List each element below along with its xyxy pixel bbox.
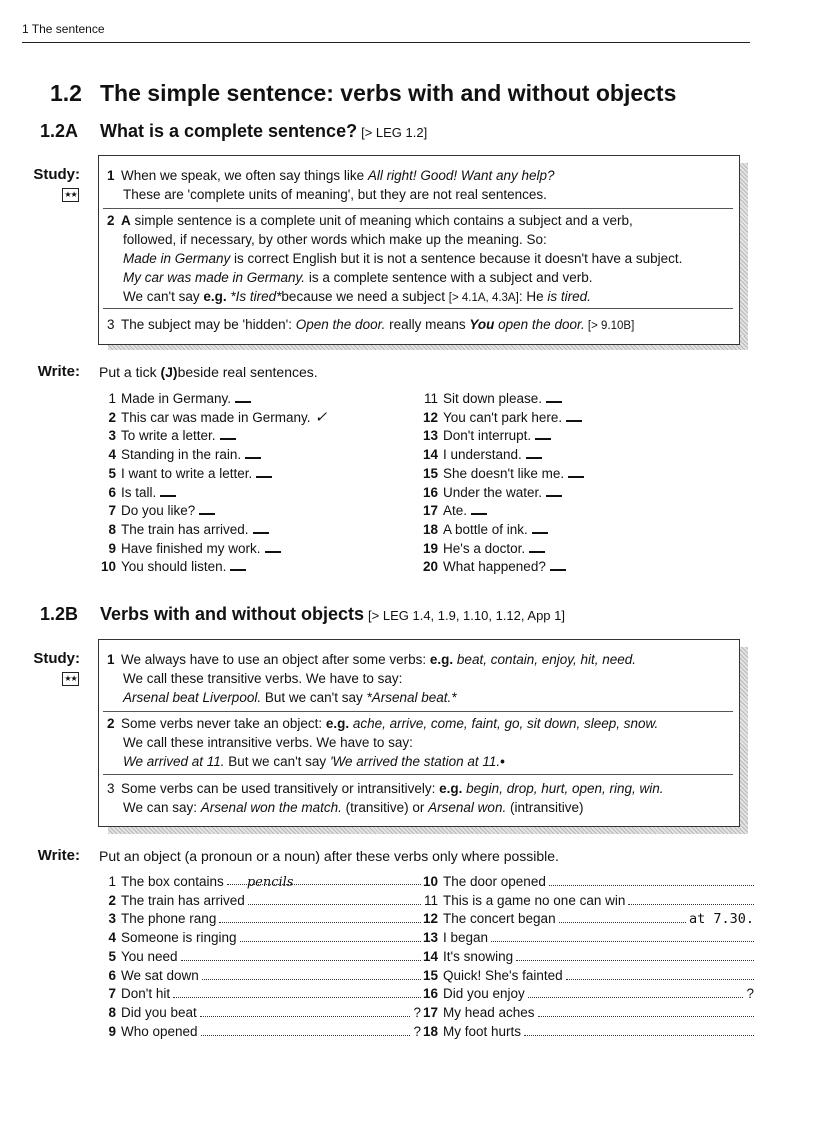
point-example: open the door.	[494, 317, 585, 332]
exercise-item	[96, 389, 251, 409]
item-text: What happened?	[443, 559, 546, 575]
item-number: 1	[108, 874, 116, 889]
answer-blank[interactable]	[550, 557, 566, 571]
answer-blank[interactable]	[253, 520, 269, 534]
point-example: beat, contain, enjoy, hit, need.	[453, 652, 637, 667]
point-number: 2	[107, 213, 115, 228]
item-text: I understand.	[443, 447, 522, 463]
cross-reference: [> 4.1A, 4.3A]	[448, 292, 519, 304]
subsection-b-title	[100, 604, 565, 625]
subsection-b-number: 1.2B	[40, 604, 79, 624]
item-number: 11	[423, 391, 438, 406]
item-text: Standing in the rain.	[121, 447, 242, 463]
item-text: You should listen.	[121, 559, 227, 575]
item-text: Don't hit	[121, 986, 171, 1002]
exercise-item	[96, 426, 236, 446]
divider	[103, 774, 733, 775]
item-text: Sit down please.	[443, 391, 543, 406]
divider	[103, 308, 733, 309]
point-text: is correct English but it is not a sentence because it doesn't have a subject.	[230, 251, 683, 266]
exercise-item	[96, 408, 327, 428]
star-rating-icon: ★★	[62, 672, 79, 686]
point-example: ache, arrive, come, faint, go, sit down, sleep, snow.	[349, 716, 659, 731]
point-example: Open the door.	[295, 317, 386, 332]
item-number: 10	[100, 559, 116, 575]
item-number: 17	[422, 1004, 438, 1020]
study-a-point-3	[107, 315, 737, 336]
study-b-box	[98, 639, 740, 827]
item-number: 8	[108, 521, 116, 537]
answer-blank[interactable]	[546, 389, 562, 403]
subsection-a-title-text: What is a complete sentence?	[100, 121, 358, 141]
item-text: I want to write a letter.	[121, 465, 253, 481]
item-text: You can't park here.	[443, 409, 563, 425]
exercise-item	[418, 389, 562, 409]
item-text: A bottle of ink.	[443, 521, 528, 537]
answer-blank[interactable]	[568, 464, 584, 478]
item-number: 3	[108, 428, 116, 444]
tick-symbol: (J)	[160, 364, 178, 380]
point-text: We can say:	[123, 800, 201, 815]
point-example: Arsenal won the match.	[200, 800, 342, 815]
item-number: 4	[108, 930, 116, 946]
handwritten-answer: pencils	[246, 875, 294, 890]
answer-line[interactable]	[240, 930, 421, 942]
item-text: My head aches	[443, 1004, 535, 1020]
item-text: It's snowing	[443, 948, 514, 964]
exercise-item	[96, 1004, 421, 1023]
answer-line[interactable]	[219, 911, 421, 923]
point-text: is a complete sentence with a subject and verb.	[305, 270, 593, 285]
divider	[103, 711, 733, 712]
exercise-item	[96, 445, 261, 465]
point-bold: e.g.	[325, 716, 350, 731]
item-text: Who opened	[121, 1023, 198, 1039]
answer-line[interactable]	[200, 1005, 411, 1017]
instruction-text: beside real sentences.	[177, 364, 318, 380]
exercise-item	[96, 464, 272, 484]
exercise-item	[96, 483, 176, 503]
answer-line[interactable]	[538, 1005, 754, 1017]
point-example: begin, drop, hurt, open, ring, win.	[462, 781, 664, 796]
item-text: Ate.	[443, 503, 468, 519]
running-header: 1 The sentence	[22, 22, 105, 36]
answer-line[interactable]	[202, 968, 421, 980]
exercise-item	[418, 948, 754, 967]
item-number: 13	[422, 428, 438, 444]
item-number: 18	[422, 1023, 438, 1039]
item-number: 6	[108, 967, 116, 983]
exercise-item	[418, 501, 487, 521]
item-text: You need	[121, 948, 178, 964]
item-number: 2	[108, 892, 116, 908]
item-text: Someone is ringing	[121, 930, 237, 946]
answer-line[interactable]	[549, 874, 754, 886]
item-number: 8	[108, 1004, 116, 1020]
tick-answer: ✓	[314, 407, 328, 426]
point-example: 'We arrived the station at 11.	[329, 754, 501, 769]
point-text: When we speak, we often say things like	[121, 168, 368, 183]
study-a-point-1	[107, 166, 737, 204]
subsection-b-ref: [> LEG 1.4, 1.9, 1.10, 1.12, App 1]	[368, 608, 565, 623]
answer-line[interactable]	[628, 893, 754, 905]
exercise-item	[418, 1023, 754, 1042]
exercise-item	[96, 910, 421, 929]
item-number: 3	[108, 911, 116, 927]
subsection-a-number: 1.2A	[40, 121, 79, 141]
subsection-b-title-text: Verbs with and without objects	[100, 604, 365, 624]
point-text: We call these intransitive verbs. We have to say:	[123, 735, 413, 750]
item-number: 18	[422, 521, 438, 537]
item-text: Did you enjoy	[443, 986, 525, 1002]
item-text: The concert began	[443, 911, 556, 927]
item-number: 11	[423, 892, 438, 908]
answer-line[interactable]	[516, 949, 754, 961]
exercise-item	[418, 520, 548, 540]
answer-blank[interactable]	[526, 445, 542, 459]
item-text: Don't interrupt.	[443, 428, 532, 444]
answer-line[interactable]	[524, 1024, 754, 1036]
item-ending: ?	[746, 986, 754, 1002]
item-number: 7	[108, 503, 116, 519]
exercise-item	[418, 464, 584, 484]
answer-blank[interactable]	[160, 483, 176, 497]
study-a-label: Study:	[33, 166, 80, 183]
answer-line[interactable]	[559, 911, 686, 923]
divider	[103, 208, 733, 209]
write-a-label: Write:	[37, 363, 80, 380]
point-example: We arrived at 11.	[123, 754, 225, 769]
item-text: My foot hurts	[443, 1023, 522, 1039]
point-example: Arsenal beat Liverpool.	[123, 690, 262, 705]
point-number: 2	[107, 716, 115, 731]
header-rule	[22, 42, 750, 43]
exercise-item	[96, 501, 215, 521]
exercise-item	[96, 1023, 421, 1042]
cross-reference: [> 9.10B]	[584, 320, 635, 332]
point-bold: A	[121, 213, 131, 228]
item-number: 19	[422, 540, 438, 556]
item-text: Quick! She's fainted	[443, 967, 563, 983]
point-number: 1	[107, 652, 115, 667]
write-b-label: Write:	[37, 847, 80, 864]
point-example: My car was made in Germany.	[123, 270, 306, 285]
section-number: 1.2	[50, 80, 82, 106]
exercise-item	[418, 539, 545, 559]
section-title: The simple sentence: verbs with and without objects	[100, 80, 677, 106]
point-example: Arsenal won.	[428, 800, 507, 815]
item-number: 13	[422, 930, 438, 946]
item-text: I began	[443, 930, 489, 946]
point-bold: You	[469, 317, 495, 332]
item-number: 15	[422, 967, 438, 983]
exercise-item	[418, 408, 582, 428]
study-b-point-2	[107, 714, 737, 771]
point-number: 3	[107, 317, 115, 332]
item-text: Do you like?	[121, 503, 196, 519]
item-number: 7	[108, 986, 116, 1002]
item-number: 9	[108, 540, 116, 556]
point-example: All right! Good! Want any help?	[367, 168, 555, 183]
point-number: 1	[107, 168, 115, 183]
item-text: To write a letter.	[121, 428, 216, 444]
answer-blank[interactable]	[546, 483, 562, 497]
item-text: The train has arrived	[121, 892, 245, 908]
answer-line[interactable]	[173, 986, 421, 998]
item-number: 16	[422, 484, 438, 500]
item-number: 20	[422, 559, 438, 575]
answer-blank[interactable]	[535, 426, 551, 440]
exercise-item	[96, 948, 421, 967]
item-number: 16	[422, 986, 438, 1002]
exercise-item	[96, 929, 421, 948]
item-number: 17	[422, 503, 438, 519]
item-number: 2	[108, 409, 116, 425]
point-text: But we can't say	[261, 690, 367, 705]
point-text: simple sentence is a complete unit of meaning which contains a subject and a verb,	[130, 213, 633, 228]
exercise-item	[96, 557, 246, 577]
answer-blank[interactable]	[230, 557, 246, 571]
instruction-text: Put a tick	[99, 364, 161, 380]
answer-blank[interactable]	[532, 520, 548, 534]
answer-blank[interactable]	[265, 539, 281, 553]
answer-line[interactable]	[201, 1024, 411, 1036]
item-number: 12	[422, 409, 438, 425]
item-number: 9	[108, 1023, 116, 1039]
answer-blank[interactable]	[220, 426, 236, 440]
item-text: She doesn't like me.	[443, 465, 565, 481]
study-b-point-1	[107, 650, 737, 707]
item-ending: ?	[413, 1004, 421, 1020]
answer-line[interactable]	[248, 893, 421, 905]
exercise-item	[418, 985, 754, 1004]
item-number: 4	[108, 447, 116, 463]
study-a-box	[98, 155, 740, 345]
point-text: (transitive) or	[341, 800, 429, 815]
answer-blank[interactable]	[199, 501, 215, 515]
subsection-a-ref: [> LEG 1.2]	[361, 125, 428, 140]
item-number: 14	[422, 948, 438, 964]
item-ending: ?	[413, 1023, 421, 1039]
point-text: The subject may be 'hidden':	[121, 317, 296, 332]
exercise-item	[418, 1004, 754, 1023]
point-example: *Arsenal beat.*	[366, 690, 457, 705]
item-text: The phone rang	[121, 911, 217, 927]
point-text: We can't say	[123, 289, 204, 304]
exercise-item	[418, 929, 754, 948]
exercise-item	[418, 426, 551, 446]
answer-line[interactable]	[528, 986, 744, 998]
star-rating-icon: ★★	[62, 188, 79, 202]
item-text: Is tall.	[121, 484, 157, 500]
write-b-instruction: Put an object (a pronoun or a noun) after these verbs only where possible.	[99, 848, 559, 864]
exercise-item	[418, 892, 754, 911]
item-number: 5	[108, 948, 116, 964]
exercise-item	[418, 557, 566, 577]
study-b-point-3	[107, 779, 737, 817]
study-a-point-2	[107, 211, 737, 308]
item-text: Made in Germany.	[121, 391, 232, 406]
point-example: *Is tired*	[226, 289, 282, 304]
item-ending: at 7.30.	[688, 911, 754, 928]
exercise-item	[418, 483, 562, 503]
exercise-item	[418, 967, 754, 986]
point-text: because we need a subject	[281, 289, 449, 304]
point-text: Some verbs can be used transitively or intransitively:	[121, 781, 440, 796]
point-text: followed, if necessary, by other words which make up the meaning. So:	[123, 232, 547, 247]
point-bold: e.g.	[203, 289, 227, 304]
item-text: Under the water.	[443, 484, 543, 500]
item-text: We sat down	[121, 967, 199, 983]
answer-line[interactable]	[227, 873, 421, 890]
point-text: We always have to use an object after some verbs:	[121, 652, 430, 667]
answer-blank[interactable]	[566, 408, 582, 422]
item-number: 14	[422, 447, 438, 463]
point-text: really means	[385, 317, 470, 332]
item-number: 12	[422, 911, 438, 927]
item-number: 5	[108, 465, 116, 481]
point-text: But we can't say	[224, 754, 330, 769]
exercise-item	[418, 873, 754, 892]
point-text: We call these transitive verbs. We have to say:	[123, 671, 403, 686]
exercise-item	[418, 910, 754, 929]
exercise-item	[96, 873, 421, 892]
exercise-item	[96, 967, 421, 986]
answer-line[interactable]	[491, 930, 754, 942]
item-number: 10	[422, 874, 438, 889]
answer-blank[interactable]	[245, 445, 261, 459]
item-text: This is a game no one can win	[443, 892, 626, 908]
item-text: The box contains	[121, 874, 224, 889]
answer-line[interactable]	[566, 968, 754, 980]
point-bold: e.g.	[429, 652, 454, 667]
item-text: He's a doctor.	[443, 540, 526, 556]
write-a-instruction	[99, 364, 318, 380]
point-text: Some verbs never take an object:	[121, 716, 326, 731]
answer-blank[interactable]	[529, 539, 545, 553]
item-text: This car was made in Germany.	[121, 409, 311, 425]
item-text: The train has arrived.	[121, 521, 249, 537]
point-number: 3	[107, 781, 115, 796]
item-number: 15	[422, 465, 438, 481]
answer-blank[interactable]	[471, 501, 487, 515]
point-bold: e.g.	[439, 781, 463, 796]
point-example: Made in Germany	[123, 251, 231, 266]
subsection-a-title	[100, 121, 427, 142]
item-text: Have finished my work.	[121, 540, 261, 556]
point-example: is tired.	[547, 289, 591, 304]
exercise-item	[96, 892, 421, 911]
exercise-item	[418, 445, 542, 465]
item-number: 1	[108, 391, 116, 406]
answer-blank[interactable]	[256, 464, 272, 478]
answer-line[interactable]	[181, 949, 421, 961]
exercise-item	[96, 539, 281, 559]
item-number: 6	[108, 484, 116, 500]
exercise-item	[96, 520, 269, 540]
point-bold: •	[500, 754, 505, 769]
point-text: : He	[518, 289, 548, 304]
item-text: Did you beat	[121, 1004, 197, 1020]
point-text: These are 'complete units of meaning', but they are not real sentences.	[123, 187, 547, 202]
study-b-label: Study:	[33, 650, 80, 667]
item-text: The door opened	[443, 874, 546, 889]
point-text: (intransitive)	[506, 800, 584, 815]
exercise-item	[96, 985, 421, 1004]
answer-blank[interactable]	[235, 389, 251, 403]
